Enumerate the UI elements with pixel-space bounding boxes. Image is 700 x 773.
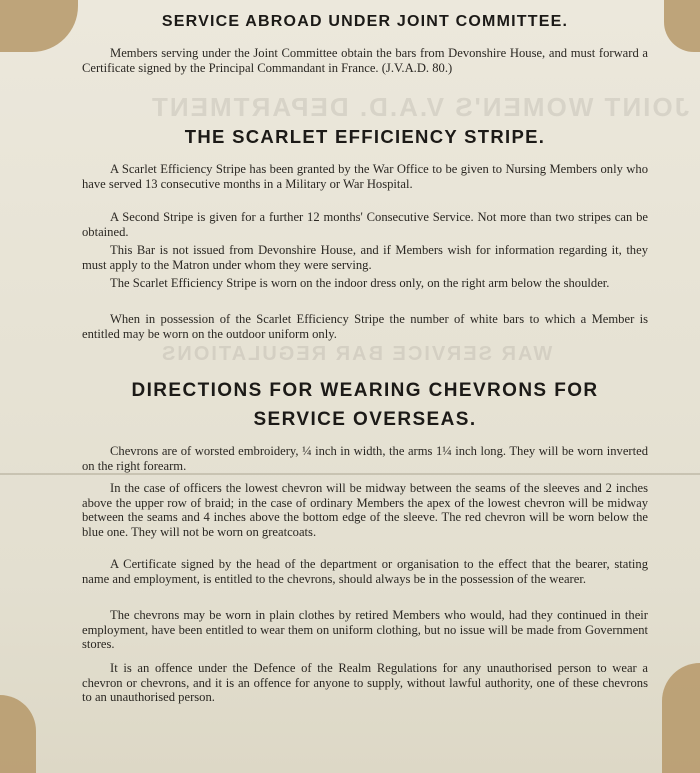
paragraph-indoor-dress: The Scarlet Efficiency Stripe is worn on the indoor dress only, on the right arm below the shoulder. <box>110 276 610 290</box>
paper-fold-line <box>0 473 700 475</box>
heading-service-abroad: SERVICE ABROAD UNDER JOINT COMMITTEE. <box>161 13 569 30</box>
paragraph-bar-not-issued: This Bar is not issued from Devonshire House, and if Members wish for information regarding it, they must apply to the Matron under whom they were serving. <box>82 243 648 272</box>
age-stain-bottom-left <box>0 695 36 773</box>
heading-scarlet-stripe: THE SCARLET EFFICIENCY STRIPE. <box>184 126 546 147</box>
age-stain-top-right <box>664 0 700 52</box>
paragraph-offence: It is an offence under the Defence of the Realm Regulations for any unauthorised person to wear a chevron or chevrons, and it is an offence for anyone to supply, without lawful authority, one of these chevrons to an unauthorised person. <box>82 661 648 705</box>
show-through-text-middle: WAR SERVICE BAR REGULATIONS <box>160 343 553 365</box>
paragraph-joint-committee: Members serving under the Joint Committee obtain the bars from Devonshire House, and must forward a Certificate signed by the Principal Commandant in France. (J.V.A.D. 80.) <box>82 46 648 75</box>
age-stain-bottom-right <box>662 663 700 773</box>
age-stain-top-left <box>0 0 78 52</box>
paragraph-second-stripe: A Second Stripe is given for a further 12 months' Consecutive Service. Not more than two stripes can be obtained. <box>82 210 648 239</box>
paragraph-white-bars: When in possession of the Scarlet Efficiency Stripe the number of white bars to which a Member is entitled may be worn on the outdoor uniform only. <box>82 312 648 341</box>
heading-chevrons: DIRECTIONS FOR WEARING CHEVRONS FOR SERVICE OVERSEAS. <box>131 380 599 430</box>
paragraph-chevron-placement: In the case of officers the lowest chevron will be midway between the seams of the sleeves and 2 inches above the upper row of braid; in the case of ordinary Members the apex of the lowest chevron will be midway between the seams and 4 inches above the bottom edge of the sleeve. The red chevron will be worn below the blue one. They will not be worn on greatcoats. <box>82 481 648 539</box>
paragraph-chevrons-worsted: Chevrons are of worsted embroidery, ¼ inch in width, the arms 1¼ inch long. They will be worn inverted on the right forearm. <box>82 444 648 473</box>
paragraph-plain-clothes: The chevrons may be worn in plain clothes by retired Members who would, had they continued in their employment, have been entitled to wear them on uniform clothing, but no issue will be made from Government stores. <box>82 608 648 652</box>
paragraph-certificate: A Certificate signed by the head of the department or organisation to the effect that the bearer, stating name and employment, is entitled to the chevrons, should always be in the possession of the wearer. <box>82 557 648 586</box>
paragraph-stripe-granted: A Scarlet Efficiency Stripe has been granted by the War Office to be given to Nursing Members only who have served 13 consecutive months in a Military or War Hospital. <box>82 162 648 191</box>
show-through-text-top: JOINT WOMEN'S V.A.D. DEPARTMENT <box>150 92 690 122</box>
